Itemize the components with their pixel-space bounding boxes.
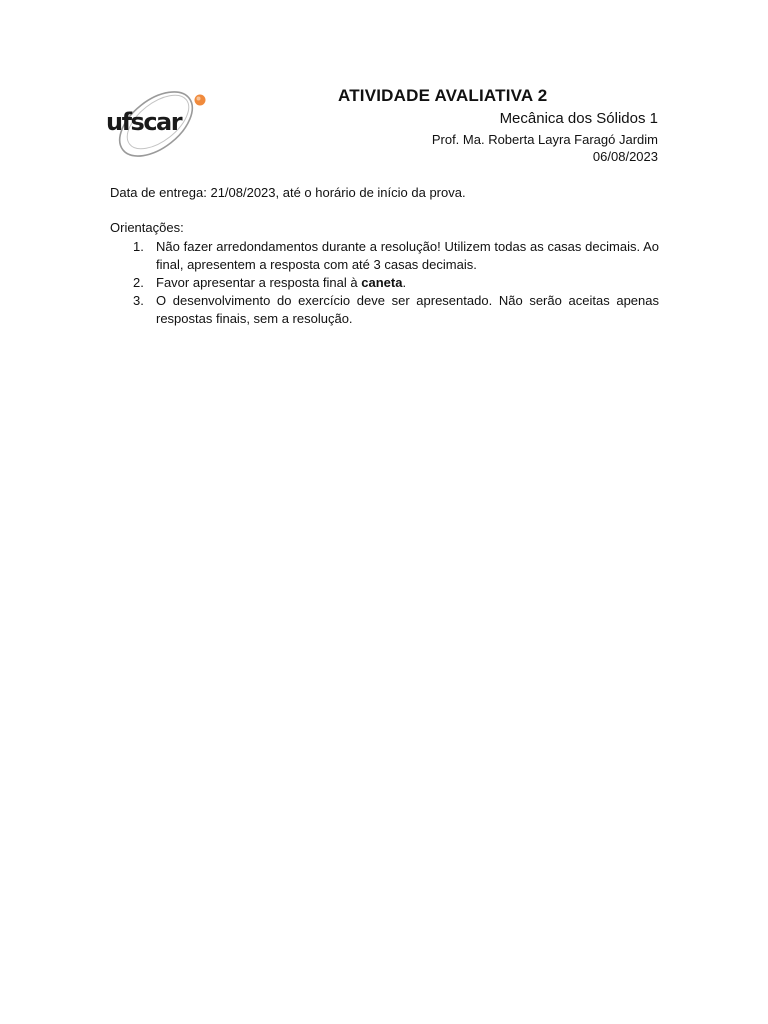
course-name: Mecânica dos Sólidos 1 — [499, 110, 658, 127]
university-logo — [104, 86, 214, 158]
list-item — [110, 274, 659, 292]
guidelines-list — [110, 238, 659, 328]
svg-text:ufscar: ufscar — [106, 108, 182, 136]
list-item-number: 2. — [133, 275, 144, 290]
page-title: ATIVIDADE AVALIATIVA 2 — [338, 86, 548, 105]
document-date: 06/08/2023 — [592, 149, 658, 164]
guidelines-heading: Orientações: — [110, 220, 184, 235]
professor-name: Prof. Ma. Roberta Layra Faragó Jardim — [431, 132, 658, 147]
list-item-text: Favor apresentar a resposta final à — [156, 275, 362, 290]
list-item-text-end: . — [402, 275, 407, 290]
list-item — [110, 292, 659, 328]
list-item-text: O desenvolvimento do exercício deve ser apresentado. Não serão aceitas apenas respostas finais, sem a resolução. — [156, 293, 659, 326]
list-item-number: 3. — [133, 293, 144, 308]
list-item — [110, 238, 659, 274]
list-item-number: 1. — [133, 239, 144, 254]
list-item-emphasis: caneta — [361, 275, 403, 290]
deadline-text: Data de entrega: 21/08/2023, até o horário de início da prova. — [110, 185, 466, 200]
logo-dot — [195, 95, 206, 106]
list-item-text: Não fazer arredondamentos durante a resolução! Utilizem todas as casas decimais. Ao final, apresentem a resposta com até 3 casas decimais. — [156, 239, 659, 272]
